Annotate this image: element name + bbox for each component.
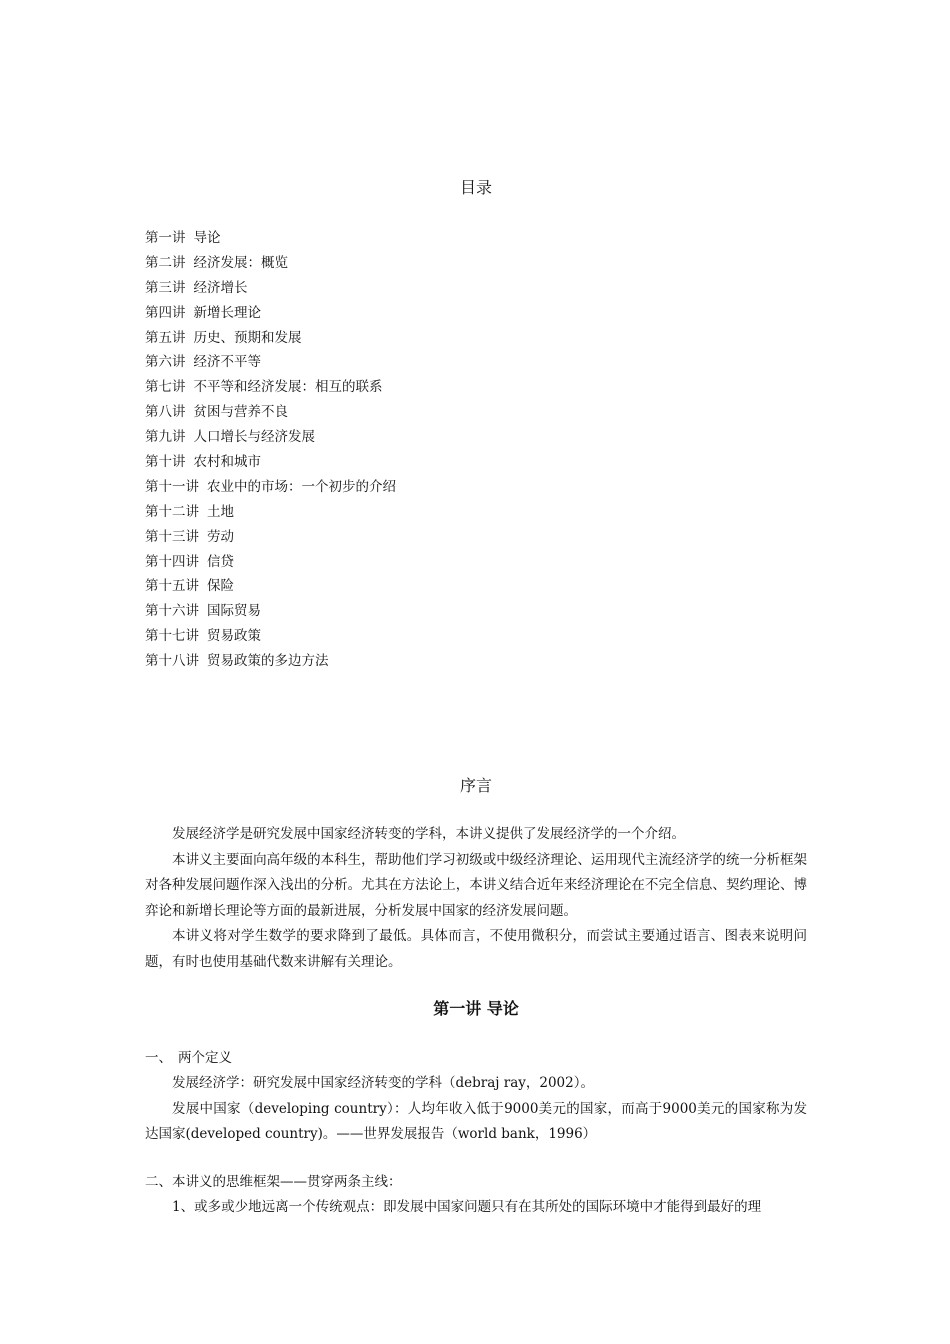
toc-item — [145, 550, 807, 575]
table-of-contents — [145, 226, 807, 674]
preface-title: 序言 — [459, 776, 492, 795]
toc-lecture-title: 土地 — [207, 503, 234, 520]
toc-item — [145, 400, 807, 425]
toc-lecture-title: 国际贸易 — [207, 603, 261, 620]
section-framework — [145, 1170, 807, 1221]
toc-lecture-title: 经济发展：概览 — [193, 254, 288, 271]
toc-lecture-title: 贸易政策 — [207, 628, 261, 645]
toc-item — [145, 326, 807, 351]
preface-paragraph: 发展经济学是研究发展中国家经济转变的学科，本讲义提供了发展经济学的一个介绍。 — [172, 826, 685, 842]
toc-item — [145, 226, 807, 251]
section-number: 一、 — [145, 1050, 172, 1066]
toc-lecture-number: 第十七讲 — [145, 628, 199, 645]
toc-lecture-title: 农业中的市场：一个初步的介绍 — [207, 478, 396, 495]
toc-lecture-number: 第六讲 — [145, 354, 186, 371]
toc-item — [145, 350, 807, 375]
toc-lecture-number: 第一讲 — [145, 230, 186, 246]
toc-lecture-number: 第九讲 — [145, 429, 186, 446]
toc-item — [145, 574, 807, 599]
toc-item — [145, 276, 807, 301]
toc-item — [145, 525, 807, 550]
toc-lecture-number: 第十二讲 — [145, 503, 199, 520]
toc-lecture-number: 第十五讲 — [145, 578, 199, 595]
toc-lecture-number: 第二讲 — [145, 254, 186, 271]
section-heading-text: 两个定义 — [178, 1050, 232, 1066]
toc-lecture-number: 第七讲 — [145, 379, 186, 396]
toc-lecture-number: 第十三讲 — [145, 528, 199, 545]
preface-body — [145, 822, 807, 975]
toc-lecture-title: 历史、预期和发展 — [193, 329, 302, 346]
toc-item — [145, 475, 807, 500]
definition-paragraph: 发展中国家（developing country）：人均年收入低于9000美元的国家，而高于9000美元的国家称为发达国家(developed country)。——世界发展报告（world bank，1996） — [145, 1100, 807, 1142]
toc-item — [145, 624, 807, 649]
toc-lecture-number: 第十一讲 — [145, 478, 199, 495]
preface-paragraph: 本讲义将对学生数学的要求降到了最低。具体而言，不使用微积分，而尝试主要通过语言、图表来说明问题，有时也使用基础代数来讲解有关理论。 — [145, 928, 807, 970]
toc-item — [145, 301, 807, 326]
toc-lecture-title: 新增长理论 — [193, 304, 261, 321]
toc-lecture-number: 第五讲 — [145, 329, 186, 346]
framework-paragraph: 1、或多或少地远离一个传统观点：即发展中国家问题只有在其所处的国际环境中才能得到最好的理 — [172, 1199, 762, 1215]
toc-lecture-title: 经济不平等 — [193, 354, 261, 371]
toc-item — [145, 251, 807, 276]
toc-lecture-number: 第三讲 — [145, 279, 186, 296]
toc-lecture-title: 人口增长与经济发展 — [193, 429, 315, 446]
toc-title: 目录 — [459, 178, 492, 197]
toc-item — [145, 375, 807, 400]
toc-lecture-number: 第四讲 — [145, 304, 186, 321]
toc-item — [145, 500, 807, 525]
toc-lecture-number: 第八讲 — [145, 404, 186, 421]
toc-item — [145, 450, 807, 475]
section-heading — [145, 1046, 807, 1071]
toc-lecture-title: 贫困与营养不良 — [193, 404, 288, 421]
toc-lecture-title: 保险 — [207, 578, 234, 595]
definition-paragraph: 发展经济学：研究发展中国家经济转变的学科（debraj ray，2002）。 — [172, 1075, 594, 1091]
toc-lecture-title: 劳动 — [207, 528, 234, 545]
toc-lecture-title: 农村和城市 — [193, 454, 261, 471]
toc-lecture-title: 贸易政策的多边方法 — [207, 653, 329, 670]
toc-lecture-number: 第十四讲 — [145, 553, 199, 570]
section-heading: 二、本讲义的思维框架——贯穿两条主线： — [145, 1174, 402, 1190]
lecture-title: 第一讲 导论 — [433, 999, 519, 1018]
toc-lecture-title: 不平等和经济发展：相互的联系 — [193, 379, 383, 396]
preface-paragraph: 本讲义主要面向高年级的本科生，帮助他们学习初级或中级经济理论、运用现代主流经济学的统一分析框架对各种发展问题作深入浅出的分析。尤其在方法论上，本讲义结合近年来经济理论在不完全信息、契约理论、博弈论和新增长理论等方面的最新进展，分析发展中国家的经济发展问题。 — [145, 851, 807, 919]
toc-lecture-title: 经济增长 — [193, 279, 248, 296]
section-definitions — [145, 1046, 807, 1148]
toc-lecture-title: 导论 — [193, 230, 221, 246]
toc-lecture-number: 第十八讲 — [145, 653, 199, 670]
toc-lecture-title: 信贷 — [207, 553, 234, 570]
toc-item — [145, 425, 807, 450]
toc-item — [145, 599, 807, 624]
toc-lecture-number: 第十六讲 — [145, 603, 199, 620]
toc-item — [145, 649, 807, 674]
toc-lecture-number: 第十讲 — [145, 454, 186, 471]
